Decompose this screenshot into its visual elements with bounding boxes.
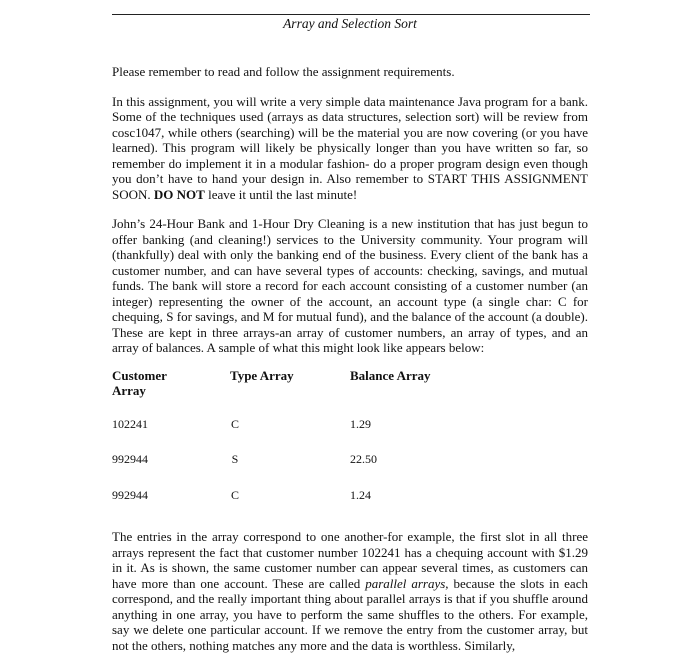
- bank-description-paragraph: John’s 24-Hour Bank and 1-Hour Dry Cleaning is a new institution that has just begun to offer banking (and cleaning!) services to the University community. Your program will (thankfully) deal with only the banking end of the business. Every client of the bank has a customer number, and can have several types of accounts: checking, savings, and mutual funds. The bank will store a record for each account consisting of a customer number (an integer) representing the owner of the account, an account type (a single char: C for chequing, S for savings, and M for mutual fund), and the balance of the account (a double). These are kept in three arrays-an array of customer numbers, an array of types, and an array of balances. A sample of what this might look like appears below:: [112, 216, 588, 355]
- assignment-paragraph: [112, 94, 588, 203]
- table-row: [112, 452, 470, 488]
- assignment-text: In this assignment, you will write a very simple data maintenance Java program for a bank. Some of the techniques used (arrays as data structures, selection sort) will be review from cosc1047, while others (searching) will be the material you are now covering (or you have learned). This program will likely be physically longer than you have written so far, so remember do implement it in a modular fashion- do a proper program design even though you don’t have to hand your design in. Also remember to START THIS ASSIGNMENT SOON.: [112, 93, 588, 202]
- customer-cell: 102241: [112, 416, 148, 431]
- customer-cell: 992944: [112, 487, 148, 502]
- type-array-header: Type Array: [230, 367, 294, 383]
- sample-arrays-table: [112, 368, 470, 524]
- table-row: [112, 488, 470, 524]
- type-cell: C: [231, 487, 240, 502]
- header-rule: [112, 14, 590, 15]
- parallel-text-end: , because the slots in each correspond, and the really important thing about parallel arrays is that if you shuffle around anything in one array, you have to perform the same shuffles to the others. For example, say we delete one particular account. If we remove the entry from the customer array, but not the others, nothing matches any more and the data is worthless. Similarly,: [112, 575, 588, 653]
- assignment-text-end: leave it until the last minute!: [204, 186, 358, 202]
- customer-array-header: Customer Array: [112, 367, 167, 398]
- table-row: [112, 417, 470, 453]
- parallel-text: The entries in the array correspond to one another-for example, the first slot in all three arrays represent the fact that customer number 102241 has a chequing account with $1.29 in it. As is shown, the same customer number can appear several times, as customers can have more than one account. These are called: [112, 529, 588, 591]
- balance-cell: 22.50: [350, 452, 377, 466]
- intro-paragraph: Please remember to read and follow the assignment requirements.: [112, 64, 455, 79]
- balance-cell: 1.29: [350, 416, 371, 431]
- parallel-arrays-paragraph: [112, 529, 588, 653]
- parallel-arrays-term: parallel arrays: [365, 575, 446, 591]
- balance-array-header: Balance Array: [350, 367, 431, 383]
- type-cell: C: [231, 416, 240, 431]
- do-not-emphasis: DO NOT: [153, 186, 205, 202]
- table-header-row: [112, 368, 470, 417]
- customer-cell: 992944: [112, 452, 148, 466]
- document-body: [112, 64, 588, 667]
- type-cell: S: [231, 452, 239, 466]
- document-title: Array and Selection Sort: [283, 16, 417, 31]
- balance-cell: 1.24: [350, 487, 371, 502]
